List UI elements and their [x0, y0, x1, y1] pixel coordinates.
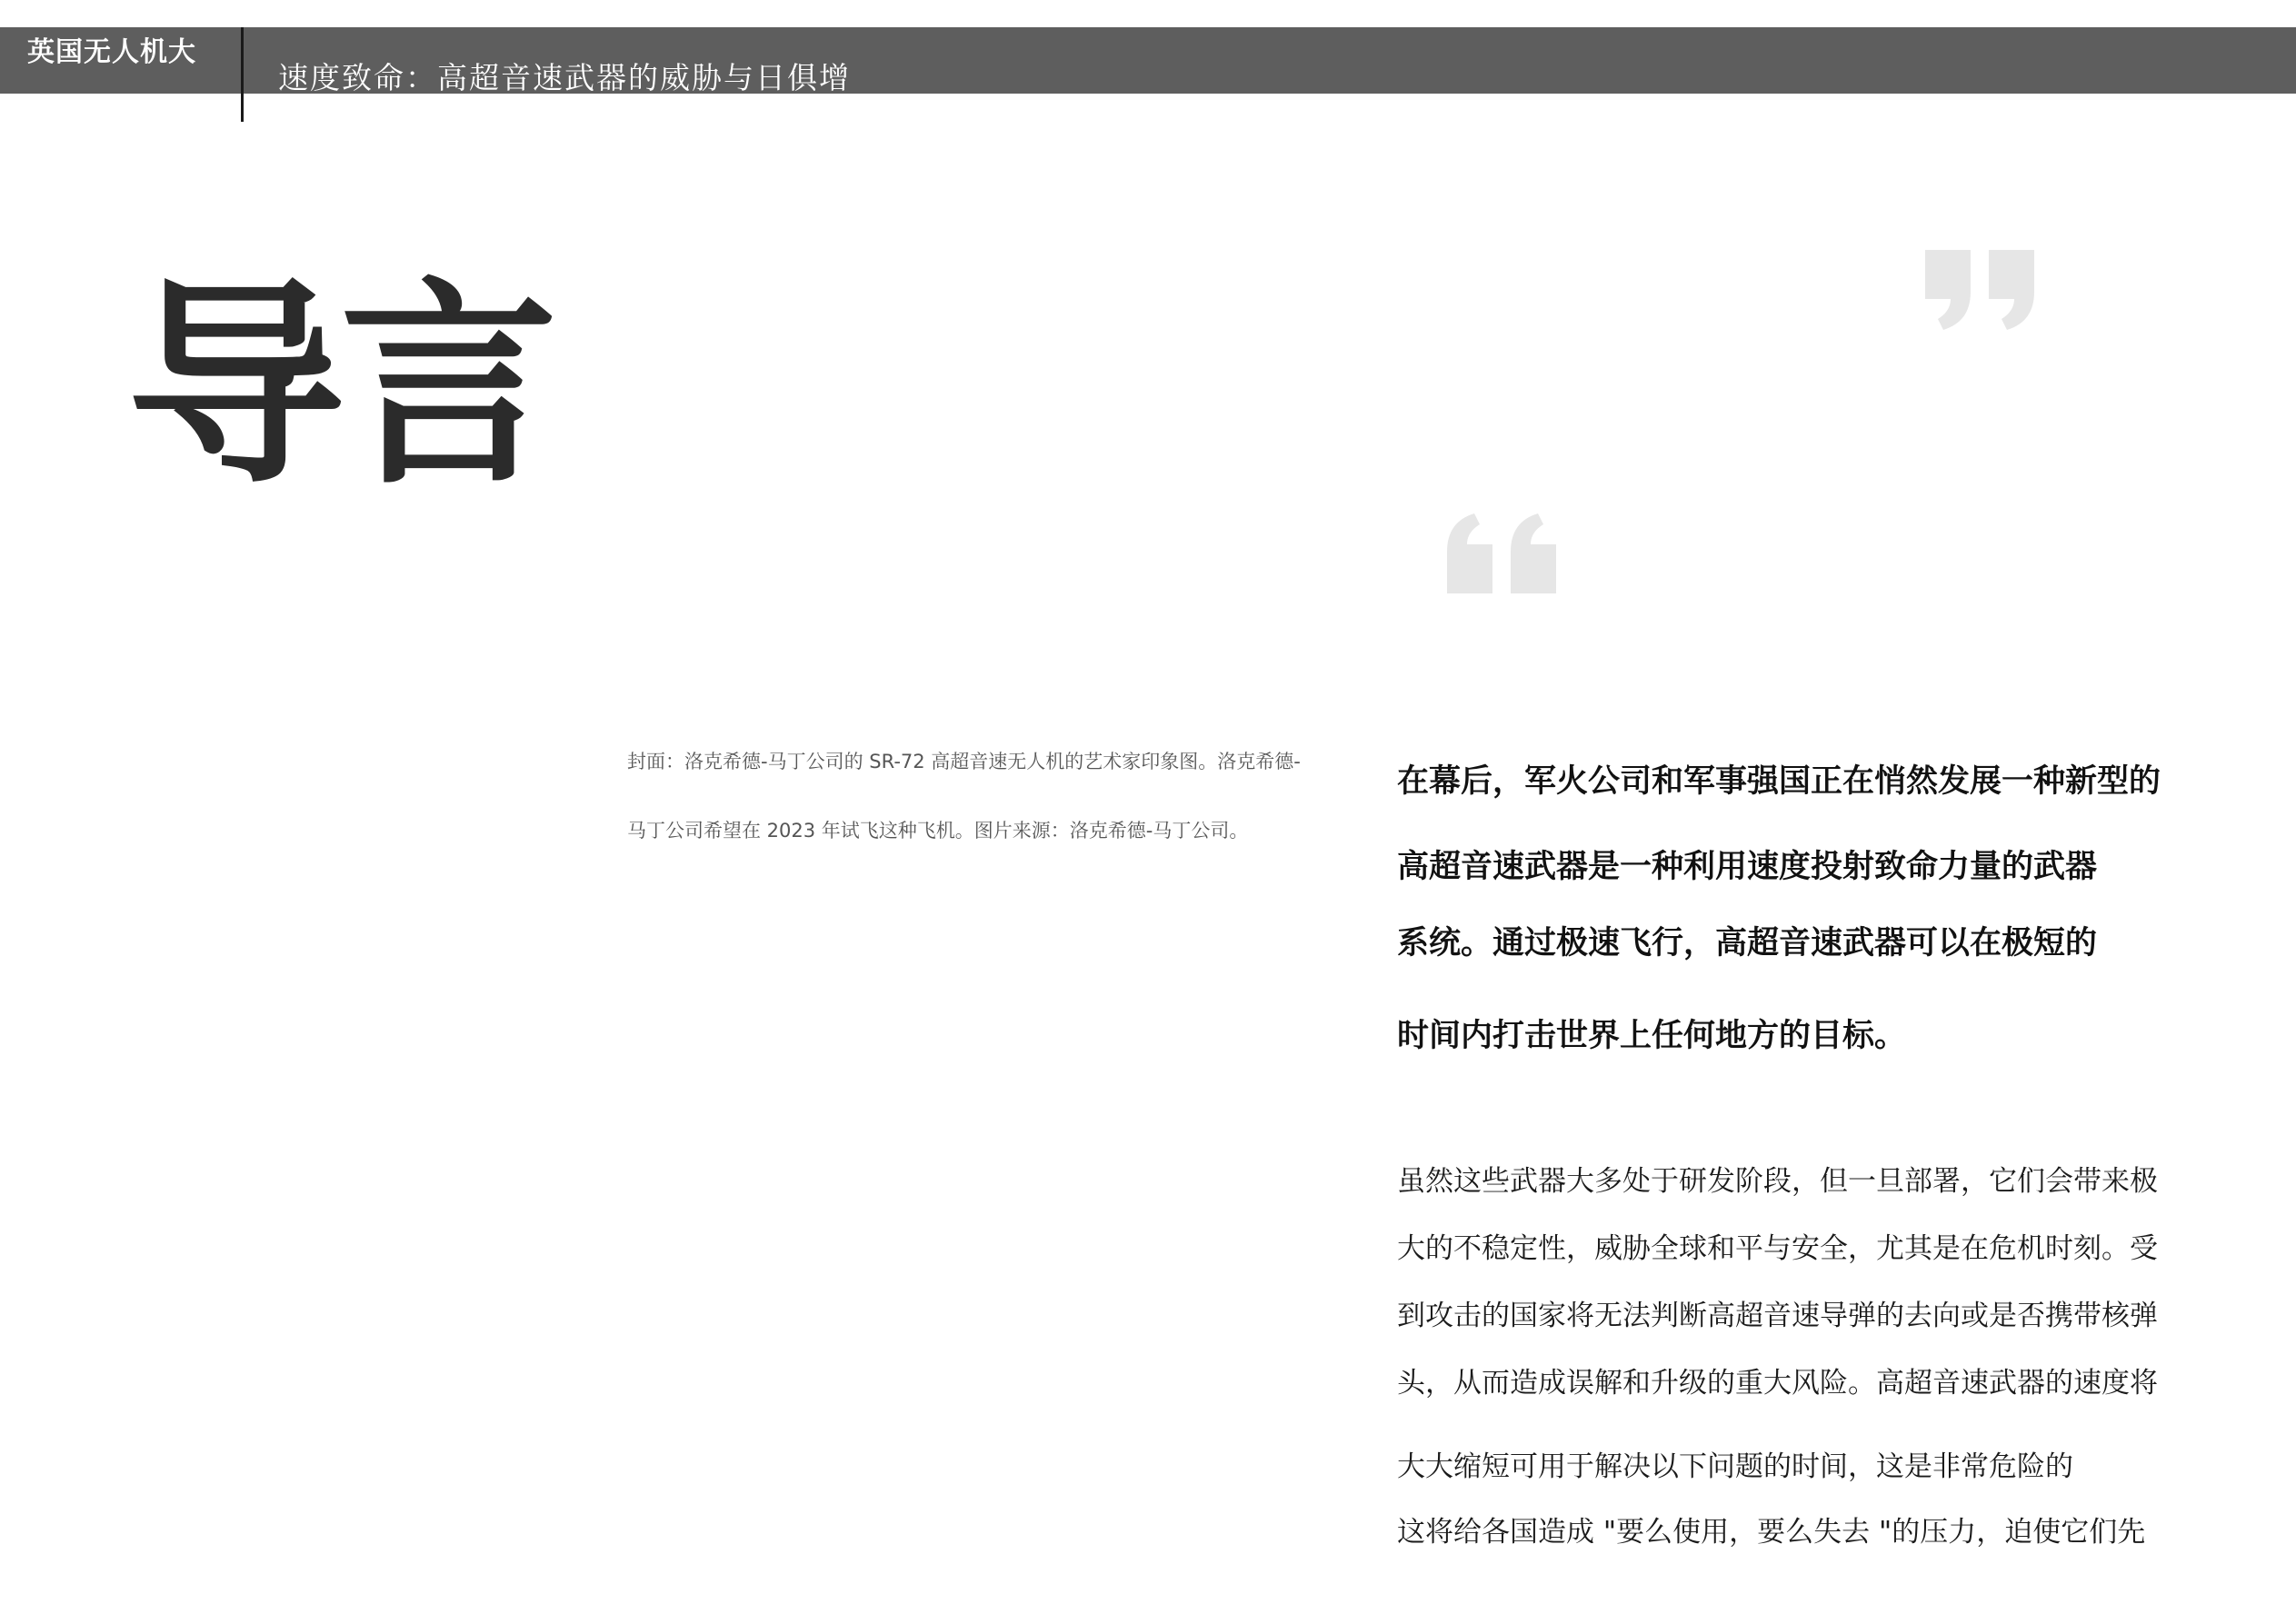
lead-line: 时间内打击世界上任何地方的目标。: [1397, 1018, 1907, 1054]
header-title: 速度致命：高超音速武器的威胁与日俱增: [278, 60, 851, 95]
lead-line: 在幕后，军火公司和军事强国正在悄然发展一种新型的: [1397, 763, 2161, 800]
caption-line: 封面：洛克希德-马丁公司的 SR-72 高超音速无人机的艺术家印象图。洛克希德-: [627, 751, 1301, 772]
lead-line: 高超音速武器是一种利用速度投射致命力量的武器: [1397, 849, 2098, 885]
body-line: 大的不稳定性，威胁全球和平与安全，尤其是在危机时刻。受: [1397, 1232, 2158, 1265]
lead-line: 系统。通过极速飞行，高超音速武器可以在极短的: [1397, 925, 2098, 961]
body-line: 这将给各国造成 "要么使用，要么失去 "的压力，迫使它们先: [1397, 1516, 2146, 1549]
page-title: 导言: [127, 259, 554, 513]
header-divider: [241, 27, 244, 122]
cover-image-caption: [627, 727, 1345, 865]
header-org-name: 英国无人机大: [27, 36, 196, 68]
caption-line: 马丁公司希望在 2023 年试飞这种飞机。图片来源：洛克希德-马丁公司。: [627, 820, 1249, 842]
body-paragraph: [1397, 1161, 2261, 1552]
close-quote-icon: [1925, 250, 2038, 330]
body-line: 虽然这些武器大多处于研发阶段，但一旦部署，它们会带来极: [1397, 1165, 2158, 1198]
body-line: 头，从而造成误解和升级的重大风险。高超音速武器的速度将: [1397, 1367, 2158, 1400]
lead-paragraph: [1397, 754, 2261, 1063]
body-line: 大大缩短可用于解决以下问题的时间，这是非常危险的: [1397, 1450, 2073, 1483]
open-quote-icon: [1447, 513, 1560, 593]
body-line: 到攻击的国家将无法判断高超音速导弹的去向或是否携带核弹: [1397, 1300, 2158, 1332]
